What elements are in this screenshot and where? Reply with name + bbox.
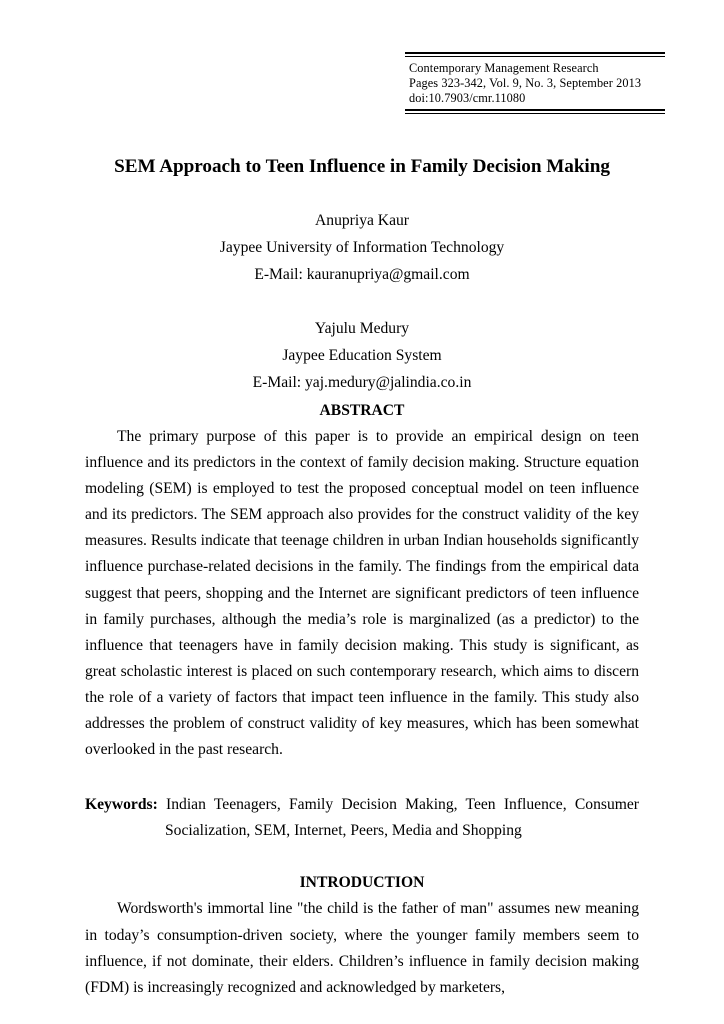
- author-block: [0, 315, 724, 396]
- journal-name: Contemporary Management Research: [409, 60, 599, 75]
- spacer: [85, 844, 639, 872]
- header-rule-bottom: [405, 109, 665, 114]
- author-name: Anupriya Kaur: [315, 212, 409, 229]
- author-name: Yajulu Medury: [314, 320, 410, 337]
- journal-info: [405, 57, 665, 110]
- introduction-heading: INTRODUCTION: [299, 874, 425, 892]
- journal-issue: Pages 323-342, Vol. 9, No. 3, September 2013: [409, 75, 642, 90]
- author-email: E-Mail: yaj.medury@jalindia.co.in: [252, 374, 472, 391]
- spacer: [85, 763, 639, 792]
- author-affiliation: Jaypee Education System: [282, 347, 442, 364]
- page-title: SEM Approach to Teen Influence in Family Decision Making: [114, 155, 610, 177]
- author-email: E-Mail: kauranupriya@gmail.com: [254, 266, 470, 283]
- keywords-values: Indian Teenagers, Family Decision Making, Teen Influence, Consumer Socialization, SEM, Internet, Peers, Media and Shopping: [157, 796, 639, 840]
- keywords-label: Keywords:: [85, 796, 158, 814]
- author-affiliation: Jaypee University of Information Technology: [219, 239, 505, 256]
- author-block: [0, 207, 724, 288]
- author-list: [0, 207, 724, 396]
- abstract-heading: ABSTRACT: [319, 402, 405, 419]
- abstract-text: The primary purpose of this paper is to provide an empirical design on teen influence and its predictors in the context of family decision making. Structure equation modeling (SEM) is employed to test the proposed conceptual model on teen influence and its predictors. The SEM approach also provides for the construct validity of the key measures. Results indicate that teenage children in urban Indian households significantly influence purchase-related decisions in the family. The findings from the empirical data suggest that peers, shopping and the Internet are significant predictors of teen influence in family purchases, although the media’s role is marginalized (as a predictor) to the influence that teenagers have in family decision making. This study is significant, as great scholastic interest is placed on such contemporary research, which aims to discern the role of a variety of factors that impact teen influence in the family. This study also addresses the problem of construct validity of key measures, which has been somewhat overlooked in the past research.: [85, 428, 639, 759]
- document-body: [85, 400, 639, 1001]
- journal-header: [405, 52, 665, 114]
- journal-doi: doi:10.7903/cmr.11080: [409, 91, 526, 105]
- keywords-line: [85, 792, 639, 844]
- introduction-text: Wordsworth's immortal line "the child is the father of man" assumes new meaning in today’s consumption-driven society, where the younger family members seem to influence, if not dominate, their elders. Children’s influence in family decision making (FDM) is increasingly recognized and acknowledged by marketers,: [85, 900, 639, 996]
